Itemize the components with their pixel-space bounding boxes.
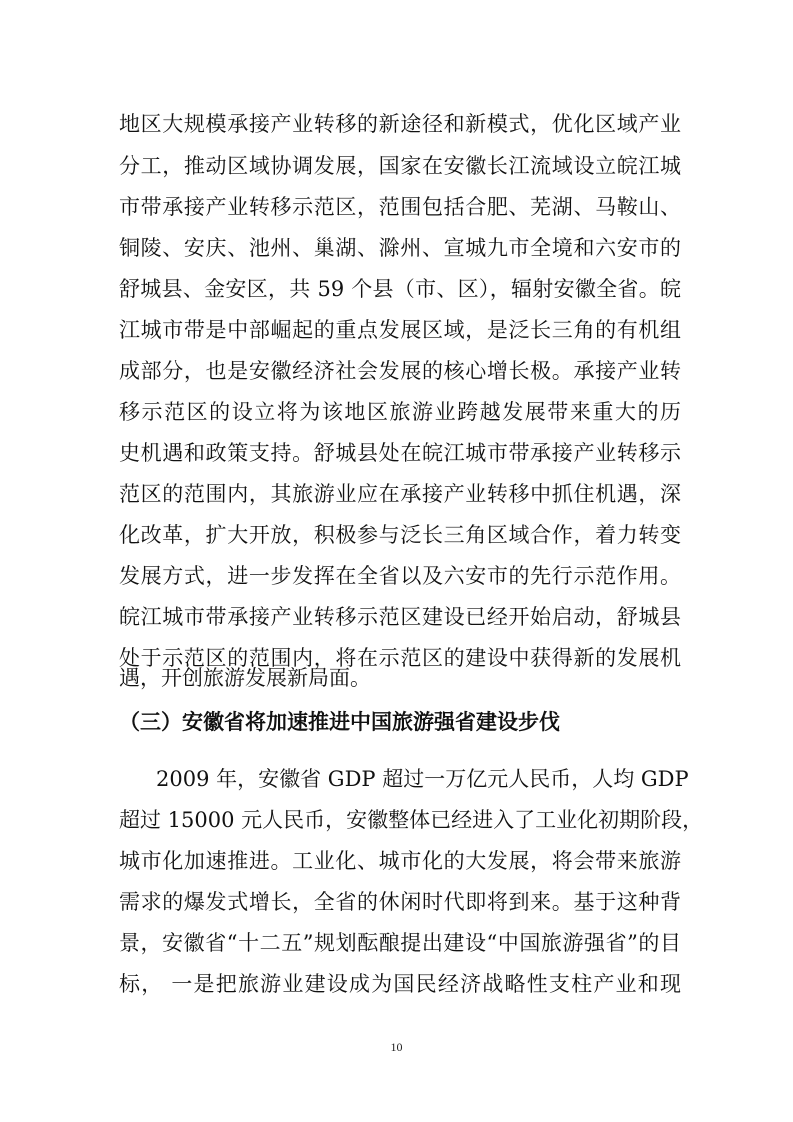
paragraph-2-line-2: 超过 15000 元人民币，安徽整体已经进入了工业化初期阶段， bbox=[119, 808, 704, 832]
paragraph-1-line-4: 铜陵、安庆、池州、巢湖、滁州、宣城九市全境和六安市的 bbox=[119, 236, 681, 260]
paragraph-2-line-6: 标， 一是把旅游业建设成为国民经济战略性支柱产业和现 bbox=[119, 972, 681, 996]
paragraph-1-line-7: 成部分，也是安徽经济社会发展的核心增长极。承接产业转 bbox=[119, 359, 681, 383]
paragraph-2-line-4: 需求的爆发式增长，全省的休闲时代即将到来。基于这种背 bbox=[119, 890, 681, 914]
paragraph-2-line-3: 城市化加速推进。工业化、城市化的大发展，将会带来旅游 bbox=[119, 849, 681, 873]
paragraph-1-line-10: 范区的范围内，其旅游业应在承接产业转移中抓住机遇，深 bbox=[119, 482, 681, 506]
paragraph-2-line-5: 景，安徽省“十二五”规划酝酿提出建设“中国旅游强省”的目 bbox=[119, 931, 681, 955]
paragraph-1-line-6: 江城市带是中部崛起的重点发展区域，是泛长三角的有机组 bbox=[119, 318, 681, 342]
paragraph-1-line-12: 发展方式，进一步发挥在全省以及六安市的先行示范作用。 bbox=[119, 564, 681, 588]
paragraph-1-line-13: 皖江城市带承接产业转移示范区建设已经开始启动，舒城县 bbox=[119, 605, 681, 629]
paragraph-1-line-2: 分工，推动区域协调发展，国家在安徽长江流域设立皖江城 bbox=[119, 154, 681, 178]
paragraph-1-line-9: 史机遇和政策支持。舒城县处在皖江城市带承接产业转移示 bbox=[119, 441, 681, 465]
page-number: 10 bbox=[390, 1040, 403, 1054]
paragraph-1-line-1: 地区大规模承接产业转移的新途径和新模式，优化区域产业 bbox=[119, 112, 681, 136]
paragraph-1-line-14: 处于示范区的范围内，将在示范区的建设中获得新的发展机 bbox=[119, 646, 681, 670]
paragraph-1-line-3: 市带承接产业转移示范区，范围包括合肥、芜湖、马鞍山、 bbox=[119, 195, 681, 219]
section-heading: （三）安徽省将加速推进中国旅游强省建设步伐 bbox=[119, 710, 560, 734]
paragraph-1-line-15: 遇，开创旅游发展新局面。 bbox=[119, 666, 371, 690]
paragraph-1-line-8: 移示范区的设立将为该地区旅游业跨越发展带来重大的历 bbox=[119, 400, 681, 424]
paragraph-2-line-1: 2009 年，安徽省 GDP 超过一万亿元人民币，人均 GDP bbox=[156, 767, 689, 791]
paragraph-1-line-5: 舒城县、金安区，共 59 个县（市、区），辐射安徽全省。皖 bbox=[119, 277, 681, 301]
paragraph-1-line-11: 化改革，扩大开放，积极参与泛长三角区域合作，着力转变 bbox=[119, 523, 681, 547]
